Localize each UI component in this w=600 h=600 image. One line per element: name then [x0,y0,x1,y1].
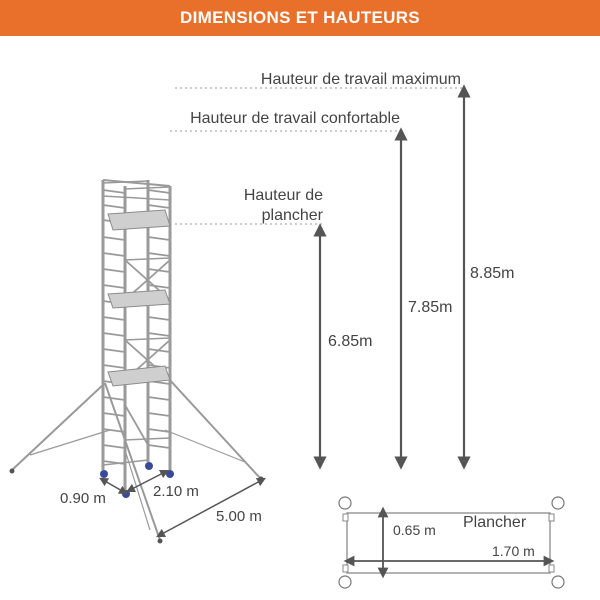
height-arrows [320,91,464,463]
base-depth-label: 0.90 m [60,490,106,507]
comfort-work-height-label: Hauteur de travail confortable [190,110,400,127]
scaffold-illustration [12,180,260,540]
stabilizer-span-label: 5.00 m [216,508,262,525]
platform-width-label: 0.65 m [393,522,436,538]
platform-title: Plancher [463,514,527,531]
comfort-height-value: 7.85m [408,299,453,316]
depth-arrow [103,480,124,492]
base-length-label: 2.10 m [153,483,199,500]
floor-height-label-line1: Hauteur de [243,187,323,204]
platform-length-label: 1.70 m [492,543,535,559]
floor-height-value: 6.85m [328,333,373,350]
stabilizer-right [168,378,260,478]
max-work-height-label: Hauteur de travail maximum [260,71,461,88]
max-height-value: 8.85m [470,265,515,282]
floor-height-label-line2: plancher [261,207,323,224]
header-title: DIMENSIONS ET HAUTEURS [180,8,420,27]
base-dimension-arrows [103,472,262,535]
platform-decks [108,210,170,386]
ladder-rungs [103,190,170,464]
stabilizer-left-front [12,383,105,470]
